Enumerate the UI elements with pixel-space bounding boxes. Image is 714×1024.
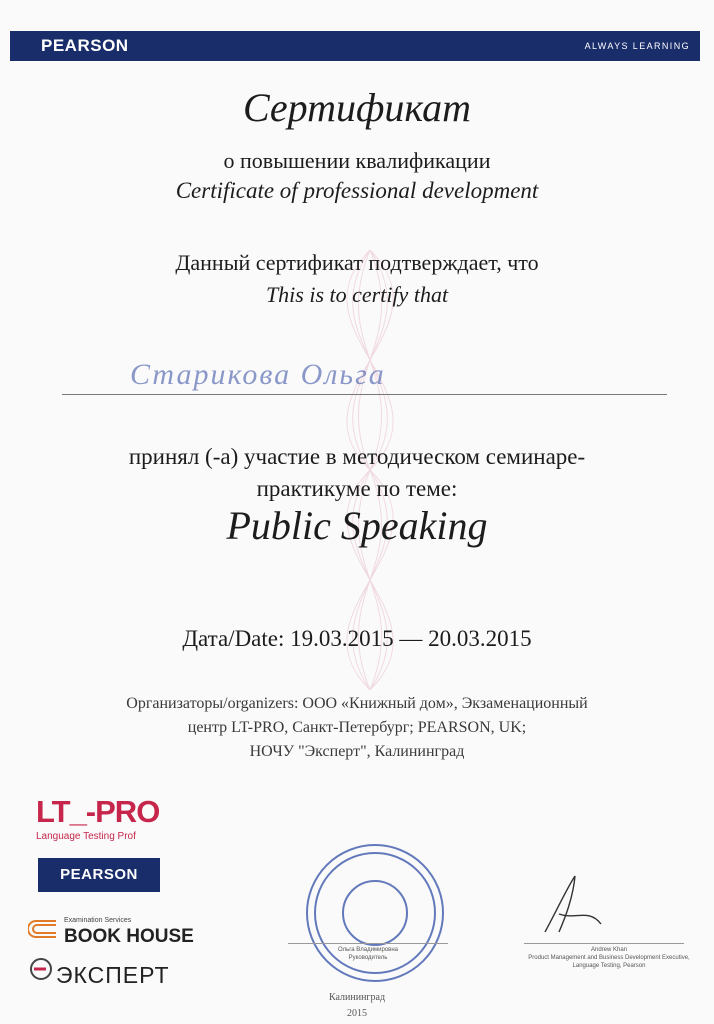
ltpro-logo: LT_-PRO (36, 794, 160, 829)
pearson-logo-small: PEARSON (38, 858, 160, 892)
name-underline (62, 394, 667, 395)
signature-line-left (288, 943, 448, 944)
handwritten-signature (535, 870, 615, 940)
seminar-topic: Public Speaking (226, 503, 488, 548)
signature-left-role: Руководитель (348, 955, 388, 961)
signature-right (524, 946, 694, 970)
book-house-mark (28, 917, 58, 941)
expert-logo: ЭКСПЕРТ (56, 962, 170, 988)
confirm-text-ru: Данный сертификат подтверждает, что (175, 250, 539, 275)
recipient-name: Старикова Ольга (130, 358, 386, 391)
confirm-text-en: This is to certify that (265, 282, 449, 307)
expert-mark (28, 956, 54, 982)
organizers-line2: центр LT-PRO, Санкт-Петербург; PEARSON, UK; (187, 719, 527, 736)
organizers-line3: НОЧУ "Эксперт", Калининград (249, 743, 465, 760)
ltpro-tagline: Language Testing Prof (36, 831, 136, 842)
signature-line-right (524, 943, 684, 944)
book-house-tagline: Examination Services (64, 917, 132, 924)
pearson-logo: PEARSON (41, 36, 129, 55)
participation-text-line1: принял (-а) участие в методическом семинаре- (128, 444, 586, 469)
stamp-seal (300, 838, 450, 988)
signature-left (288, 946, 448, 962)
header-tagline: ALWAYS LEARNING (584, 41, 690, 51)
signature-left-name: Ольга Владимировна (338, 947, 398, 953)
footer-city: Калининград (328, 992, 386, 1003)
certificate-title: Сертификат (242, 85, 472, 130)
seminar-date: Дата/Date: 19.03.2015 — 20.03.2015 (182, 626, 532, 651)
header-bar (10, 31, 700, 61)
guilloche-watermark (270, 250, 470, 690)
signature-right-role: Product Management and Business Development Executive, Language Testing, Pearson (528, 955, 690, 969)
participation-text-line2: практикуме по теме: (256, 476, 458, 501)
signature-right-name: Andrew Khan (590, 947, 628, 953)
subtitle-ru: о повышении квалификации (223, 148, 491, 173)
footer-year: 2015 (347, 1008, 367, 1019)
subtitle-en: Certificate of professional development (175, 178, 539, 203)
organizers (0, 692, 714, 764)
book-house-logo: BOOK HOUSE (64, 926, 194, 947)
organizers-line1: Организаторы/organizers: ООО «Книжный дом», Экзаменационный (126, 695, 588, 712)
